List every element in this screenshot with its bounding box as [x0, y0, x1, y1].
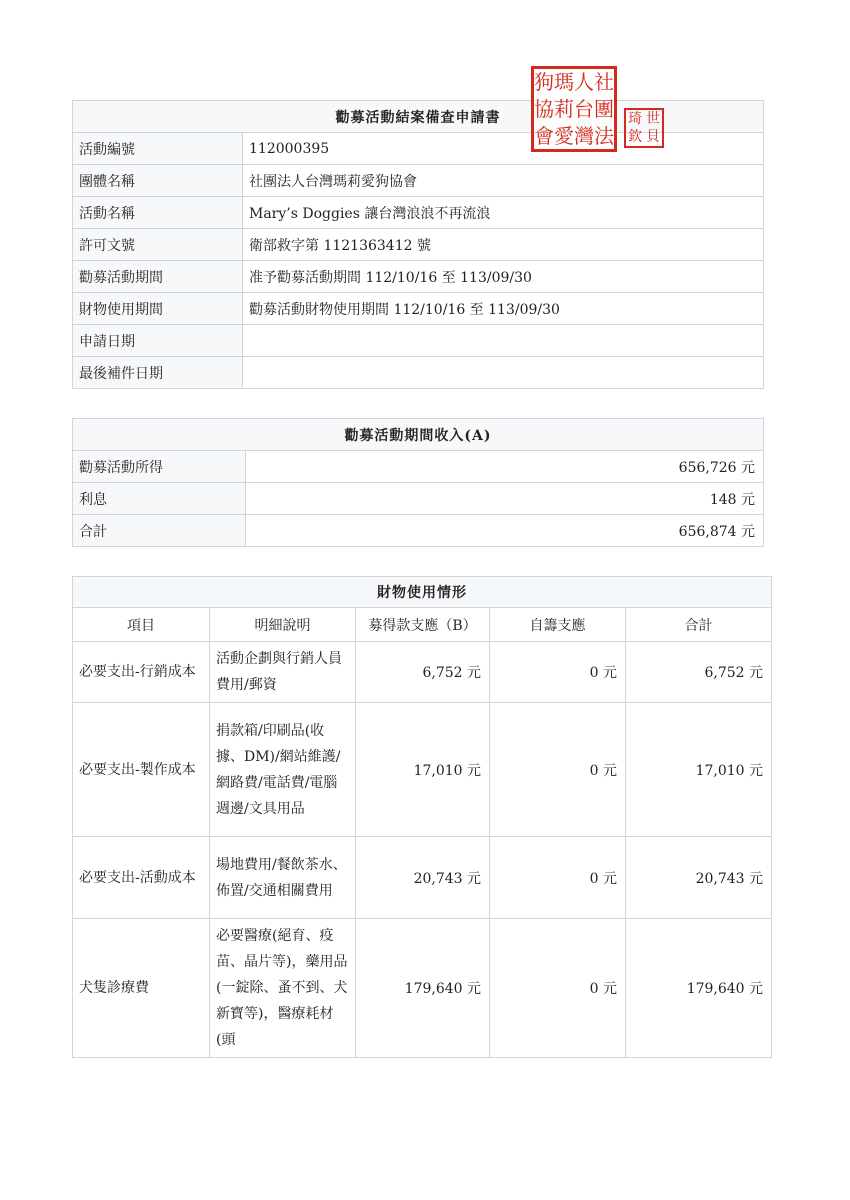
seal-char: 台 [574, 96, 594, 121]
table-row [73, 642, 772, 703]
fundraising-income-value: 656,726 元 [246, 451, 764, 483]
association-seal-stamp [531, 66, 617, 152]
interest-label: 利息 [73, 483, 246, 515]
usage-raised: 17,010 元 [356, 703, 490, 837]
seal-char: 琦 [628, 111, 642, 127]
table-row [73, 837, 772, 919]
last-supplement-date-value [243, 357, 764, 389]
column-header-item: 項目 [73, 608, 210, 642]
permit-number-value: 衛部救字第 1121363412 號 [243, 229, 764, 261]
usage-self: 0 元 [490, 642, 626, 703]
organization-name-label: 團體名稱 [73, 165, 243, 197]
usage-title: 財物使用情形 [73, 577, 772, 608]
usage-detail: 必要醫療(絕育、疫苗、晶片等)，藥用品(一錠除、蚤不到、犬新寶等)，醫療耗材(頭 [210, 919, 356, 1058]
income-total-label: 合計 [73, 515, 246, 547]
table-row [73, 703, 772, 837]
column-header-raised: 募得款支應（B） [356, 608, 490, 642]
table-row [73, 515, 764, 547]
table-row [73, 919, 772, 1058]
seal-char: 人 [574, 70, 594, 95]
income-total-value: 656,874 元 [246, 515, 764, 547]
column-header-self: 自籌支應 [490, 608, 626, 642]
table-row [73, 261, 764, 293]
last-supplement-date-label: 最後補件日期 [73, 357, 243, 389]
activity-id-label: 活動編號 [73, 133, 243, 165]
seal-char: 團 [594, 96, 614, 121]
usage-total: 6,752 元 [626, 642, 772, 703]
application-title: 勸募活動結案備查申請書 [73, 101, 764, 133]
usage-detail: 捐款箱/印刷品(收據、DM)/網站維護/網路費/電話費/電腦週邊/文具用品 [210, 703, 356, 837]
usage-raised: 179,640 元 [356, 919, 490, 1058]
table-row [73, 451, 764, 483]
permit-number-label: 許可文號 [73, 229, 243, 261]
table-row [73, 325, 764, 357]
seal-char: 社 [594, 70, 614, 95]
table-row [73, 165, 764, 197]
application-date-value [243, 325, 764, 357]
activity-id-value: 112000395 [243, 133, 764, 165]
activity-name-value: Mary’s Doggies 讓台灣浪浪不再流浪 [243, 197, 764, 229]
table-header-row [73, 608, 772, 642]
table-row [73, 293, 764, 325]
organization-name-value: 社團法人台灣瑪莉愛狗協會 [243, 165, 764, 197]
table-row [73, 483, 764, 515]
column-header-total: 合計 [626, 608, 772, 642]
usage-period-label: 財物使用期間 [73, 293, 243, 325]
seal-char: 瑪 [554, 70, 574, 95]
usage-self: 0 元 [490, 919, 626, 1058]
seal-char: 欽 [628, 129, 642, 145]
income-title: 勸募活動期間收入(A) [73, 419, 764, 451]
activity-name-label: 活動名稱 [73, 197, 243, 229]
usage-item: 必要支出-製作成本 [73, 703, 210, 837]
usage-self: 0 元 [490, 837, 626, 919]
usage-self: 0 元 [490, 703, 626, 837]
usage-raised: 6,752 元 [356, 642, 490, 703]
usage-period-value: 勸募活動財物使用期間 112/10/16 至 113/09/30 [243, 293, 764, 325]
income-table [72, 418, 764, 547]
usage-item: 必要支出-活動成本 [73, 837, 210, 919]
column-header-detail: 明細說明 [210, 608, 356, 642]
usage-table [72, 576, 772, 1058]
seal-char: 會 [534, 123, 554, 148]
seal-char: 協 [534, 96, 554, 121]
application-date-label: 申請日期 [73, 325, 243, 357]
fundraising-period-label: 勸募活動期間 [73, 261, 243, 293]
interest-value: 148 元 [246, 483, 764, 515]
usage-total: 179,640 元 [626, 919, 772, 1058]
usage-item: 必要支出-行銷成本 [73, 642, 210, 703]
personal-seal-stamp [624, 108, 664, 148]
table-row [73, 229, 764, 261]
usage-item: 犬隻診療費 [73, 919, 210, 1058]
seal-char: 世 [646, 111, 660, 127]
seal-char: 貝 [646, 129, 660, 145]
fundraising-income-label: 勸募活動所得 [73, 451, 246, 483]
seal-char: 愛 [554, 123, 574, 148]
usage-raised: 20,743 元 [356, 837, 490, 919]
seal-char: 法 [594, 123, 614, 148]
fundraising-period-value: 准予勸募活動期間 112/10/16 至 113/09/30 [243, 261, 764, 293]
seal-char: 灣 [574, 123, 594, 148]
seal-char: 狗 [534, 70, 554, 95]
table-row [73, 357, 764, 389]
usage-total: 17,010 元 [626, 703, 772, 837]
seal-char: 莉 [554, 96, 574, 121]
usage-total: 20,743 元 [626, 837, 772, 919]
usage-detail: 活動企劃與行銷人員費用/郵資 [210, 642, 356, 703]
usage-detail: 場地費用/餐飲茶水、佈置/交通相關費用 [210, 837, 356, 919]
table-row [73, 197, 764, 229]
